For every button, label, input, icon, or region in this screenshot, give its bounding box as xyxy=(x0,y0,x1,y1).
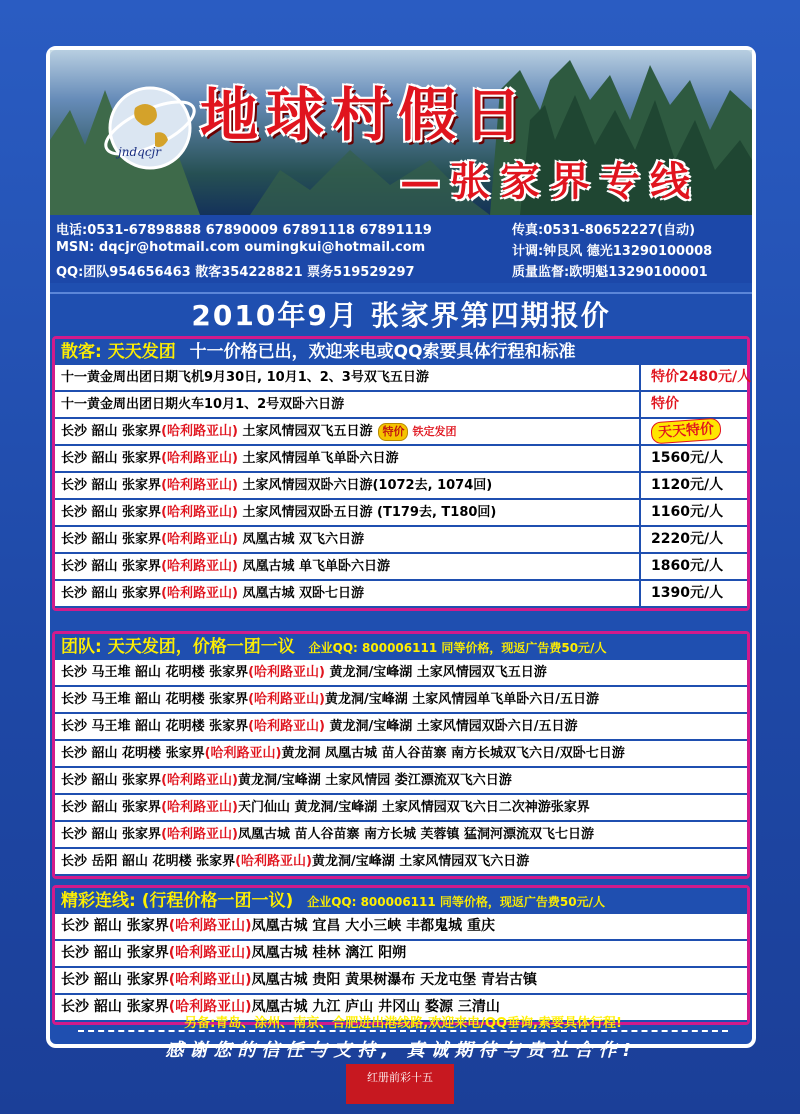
section-qq: 企业QQ: 800006111 同等价格，现返广告费50元/人 xyxy=(308,641,607,655)
logo-text: jndqcjr xyxy=(118,145,161,159)
section-label: 精彩连线: xyxy=(61,891,136,911)
route-cities: 长沙 韶山 花明楼 张家界 xyxy=(61,746,205,761)
section-combo-header xyxy=(55,888,747,914)
thanks-slogan: 感谢您的信任与支持, 真诚期待与贵社合作! xyxy=(165,1040,637,1061)
section-individual-header xyxy=(55,339,747,365)
route-scenic: (哈利路亚山) xyxy=(248,665,325,680)
route-detail: 天门仙山 黄龙洞/宝峰湖 土家风情园双飞六日二次神游张家界 xyxy=(237,800,590,815)
price-cell: 1860元/人 xyxy=(639,554,747,579)
route-cities: 长沙 韶山 张家界 xyxy=(61,478,162,493)
special-tag: 特价 xyxy=(378,423,408,441)
section-daily: 天天发团 xyxy=(107,342,176,362)
route-detail: 黄龙洞/宝峰湖 土家风情园双飞五日游 xyxy=(325,665,547,680)
table-row xyxy=(55,822,747,849)
route-scenic: (哈利路亚山) xyxy=(161,478,238,493)
table-row xyxy=(55,419,747,446)
route-scenic: (哈利路亚山) xyxy=(168,918,252,934)
table-row xyxy=(55,554,747,581)
route-scenic: (哈利路亚山) xyxy=(248,719,325,734)
price-cell: 2220元/人 xyxy=(639,527,747,552)
route-detail: 凤凰古城 宜昌 大小三峡 丰都鬼城 重庆 xyxy=(251,918,496,934)
route-scenic: (哈利路亚山) xyxy=(168,999,252,1015)
route-cities: 长沙 韶山 张家界 xyxy=(61,800,162,815)
route-cities: 长沙 岳阳 韶山 花明楼 张家界 xyxy=(61,854,236,869)
table-row xyxy=(55,581,747,608)
route-cities: 长沙 韶山 张家界 xyxy=(61,532,162,547)
route-scenic: (哈利路亚山) xyxy=(248,692,325,707)
route-scenic: (哈利路亚山) xyxy=(235,854,312,869)
price-cell: 特价 xyxy=(639,392,747,417)
table-row xyxy=(55,968,747,995)
table-row xyxy=(55,365,752,392)
route-scenic: (哈利路亚山) xyxy=(161,505,238,520)
route-cities: 长沙 韶山 张家界 xyxy=(61,773,162,788)
route-cities: 长沙 马王堆 韶山 花明楼 张家界 xyxy=(61,665,249,680)
route-scenic: (哈利路亚山) xyxy=(161,532,238,547)
section-daily: (行程价格一团一议) xyxy=(141,891,294,911)
route-cities: 长沙 韶山 张家界 xyxy=(61,945,169,961)
phone-line: 电话:0531-67898888 67890009 67891118 67891119 xyxy=(56,223,432,238)
route-text: 十一黄金周出团日期火车10月1、2号双卧六日游 xyxy=(61,397,345,412)
qq-line: QQ:团队954656463 散客354228821 票务519529297 xyxy=(56,265,415,280)
route-cities: 长沙 韶山 张家界 xyxy=(61,586,162,601)
route-detail: 凤凰古城 单飞单卧六日游 xyxy=(237,559,391,574)
route-scenic: (哈利路亚山) xyxy=(161,451,238,466)
route-cities: 长沙 韶山 张家界 xyxy=(61,827,162,842)
scenic-banner xyxy=(50,50,752,215)
planner-line: 计调:钟艮风 德光13290100008 xyxy=(512,244,713,259)
route-detail: 土家风情园双卧六日游(1072去, 1074回) xyxy=(237,478,493,493)
route-scenic: (哈利路亚山) xyxy=(168,945,252,961)
route-scenic: (哈利路亚山) xyxy=(161,800,238,815)
route-scenic: (哈利路亚山) xyxy=(161,773,238,788)
route-detail: 黄龙洞 凤凰古城 苗人谷苗寨 南方长城双飞六日/双卧七日游 xyxy=(281,746,625,761)
route-detail: 凤凰古城 贵阳 黄果树瀑布 天龙屯堡 青岩古镇 xyxy=(251,972,538,988)
route-scenic: (哈利路亚山) xyxy=(161,424,238,439)
section-individual xyxy=(52,336,750,611)
extra-routes-note: 另备:青岛、涂州、南京、合肥进出港线路,欢迎来电/QQ垂询,索要具体行程! xyxy=(78,1012,728,1032)
route-cities: 长沙 马王堆 韶山 花明楼 张家界 xyxy=(61,692,249,707)
table-row xyxy=(55,941,747,968)
route-detail: 凤凰古城 苗人谷苗寨 南方长城 芙蓉镇 猛洞河漂流双飞七日游 xyxy=(237,827,595,842)
route-cities: 长沙 韶山 张家界 xyxy=(61,505,162,520)
msn-line: MSN: dqcjr@hotmail.com oumingkui@hotmail.com xyxy=(56,240,426,255)
section-group xyxy=(52,631,750,879)
route-detail: 凤凰古城 双飞六日游 xyxy=(237,532,365,547)
table-row xyxy=(55,392,747,419)
table-row xyxy=(55,500,747,527)
route-detail: 凤凰古城 九江 庐山 井冈山 婺源 三清山 xyxy=(251,999,500,1015)
fax-line: 传真:0531-80652227(自动) xyxy=(512,223,696,238)
price-cell: 特价2480元/人 xyxy=(639,365,747,390)
route-cities: 长沙 马王堆 韶山 花明楼 张家界 xyxy=(61,719,249,734)
section-label: 团队: xyxy=(61,637,102,657)
section-qq: 企业QQ: 800006111 同等价格，现返广告费50元/人 xyxy=(307,895,605,909)
route-cities: 长沙 韶山 张家界 xyxy=(61,972,169,988)
route-cities: 长沙 韶山 张家界 xyxy=(61,424,162,439)
brand-title: 地球村假日 xyxy=(200,81,531,149)
route-detail: 黄龙洞/宝峰湖 土家风情园 娄江漂流双飞六日游 xyxy=(237,773,512,788)
table-row xyxy=(55,795,747,822)
route-detail: 土家风情园单飞单卧六日游 xyxy=(237,451,399,466)
globe-logo xyxy=(100,78,200,178)
table-row xyxy=(55,741,747,768)
route-scenic: (哈利路亚山) xyxy=(161,827,238,842)
table-row xyxy=(55,473,747,500)
section-group-header xyxy=(55,634,747,660)
daily-special-badge: 天天特价 xyxy=(650,418,721,445)
table-row xyxy=(55,914,747,941)
section-daily: 天天发团，价格一团一议 xyxy=(107,637,295,657)
quality-line: 质量监督:欧明魁13290100001 xyxy=(512,265,708,280)
table-row xyxy=(55,660,747,687)
route-scenic: (哈利路亚山) xyxy=(168,972,252,988)
page-label: 红册前彩十五 xyxy=(346,1064,454,1104)
price-cell: 1120元/人 xyxy=(639,473,747,498)
route-detail: 土家风情园双卧五日游 (T179去, T180回) xyxy=(237,505,497,520)
route-detail: 黄龙洞/宝峰湖 土家风情园双卧六日/五日游 xyxy=(325,719,578,734)
period-title: 2010年9月 张家界第四期报价 xyxy=(50,292,752,336)
price-cell: 1160元/人 xyxy=(639,500,747,525)
section-combo xyxy=(52,885,750,1025)
route-cities: 长沙 韶山 张家界 xyxy=(61,918,169,934)
route-detail: 黄龙洞/宝峰湖 土家风情园双飞六日游 xyxy=(312,854,530,869)
brand-subtitle: —张家界专线 xyxy=(400,158,700,205)
route-detail: 黄龙洞/宝峰湖 土家风情园单飞单卧六日/五日游 xyxy=(325,692,600,707)
route-detail: 凤凰古城 桂林 漓江 阳朔 xyxy=(251,945,407,961)
route-scenic: (哈利路亚山) xyxy=(161,559,238,574)
route-cities: 长沙 韶山 张家界 xyxy=(61,451,162,466)
route-cities: 长沙 韶山 张家界 xyxy=(61,999,169,1015)
price-cell: 1560元/人 xyxy=(639,446,747,471)
table-row xyxy=(55,768,747,795)
section-label: 散客: xyxy=(61,342,102,362)
route-detail: 土家风情园双飞五日游 xyxy=(237,424,373,439)
route-cities: 长沙 韶山 张家界 xyxy=(61,559,162,574)
route-scenic: (哈利路亚山) xyxy=(161,586,238,601)
route-text: 十一黄金周出团日期飞机9月30日, 10月1、2、3号双飞五日游 xyxy=(61,370,429,385)
price-cell: 1390元/人 xyxy=(639,581,747,606)
route-detail: 凤凰古城 双卧七日游 xyxy=(237,586,365,601)
contact-block xyxy=(50,215,752,283)
table-row xyxy=(55,446,747,473)
table-row xyxy=(55,849,747,876)
price-cell xyxy=(639,419,747,444)
table-row xyxy=(55,687,747,714)
table-row xyxy=(55,714,747,741)
table-row xyxy=(55,527,747,554)
fixed-departure-tag: 铁定发团 xyxy=(412,425,457,438)
brochure-frame xyxy=(46,46,756,1061)
route-scenic: (哈利路亚山) xyxy=(204,746,282,761)
section-note: 十一价格已出，欢迎来电或QQ索要具体行程和标准 xyxy=(189,342,576,362)
